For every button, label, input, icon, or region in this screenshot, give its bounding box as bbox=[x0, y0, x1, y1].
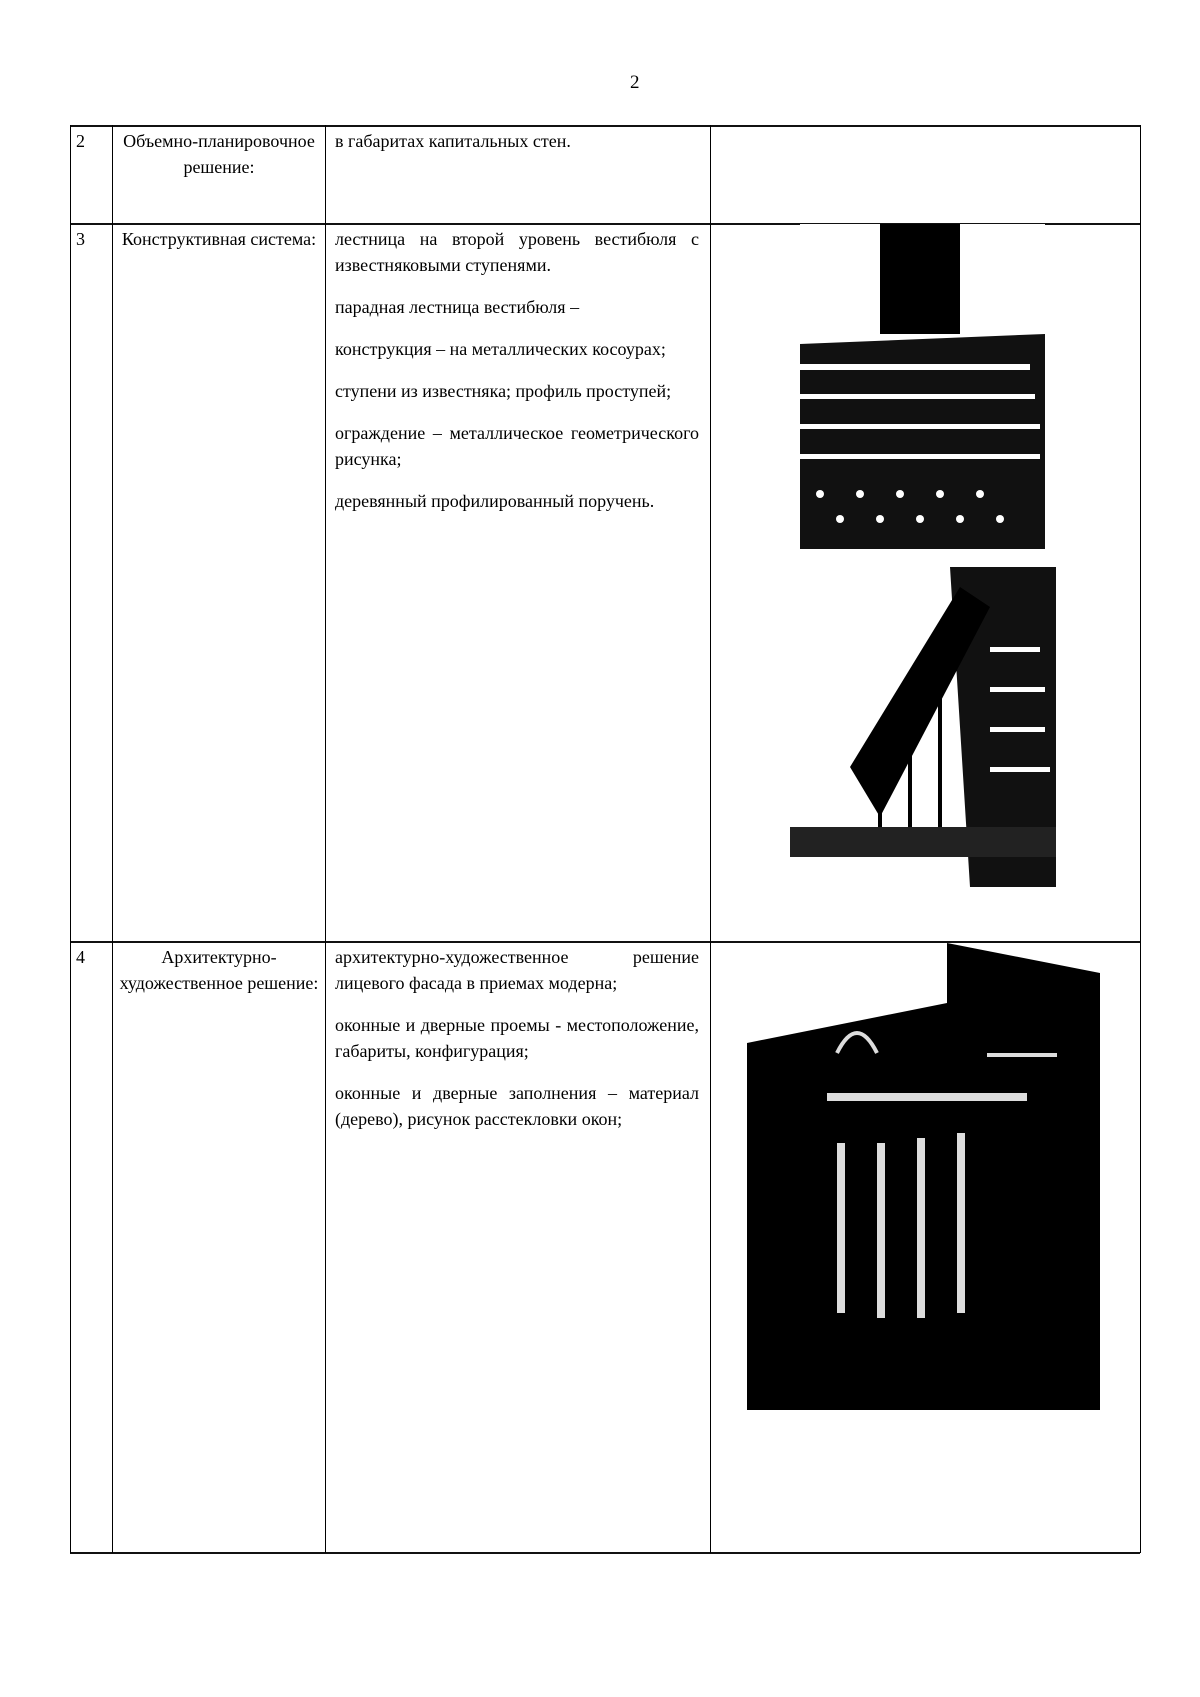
row-title: Архитектурно-художественное решение: bbox=[119, 947, 319, 993]
description-item: деревянный профилированный поручень. bbox=[335, 491, 655, 511]
description-item: ступени из известняка; профиль проступей; bbox=[335, 381, 672, 401]
row-description bbox=[335, 128, 699, 170]
facade-photo bbox=[747, 943, 1100, 1410]
page-number: 2 bbox=[630, 72, 640, 93]
column-border bbox=[710, 125, 711, 1553]
row-number: 2 bbox=[76, 131, 85, 151]
description-item: лестница на второй уровень вестибюля с известняковыми ступенями. bbox=[335, 229, 699, 275]
table-top-border bbox=[70, 125, 1140, 127]
column-border bbox=[70, 125, 71, 1553]
row-title: Конструктивная система: bbox=[121, 229, 317, 249]
row-description bbox=[335, 944, 699, 1148]
description-item: ограждение – металлическое геометрического рисунка; bbox=[335, 423, 699, 469]
column-border bbox=[112, 125, 113, 1553]
description-item: оконные и дверные проемы - местоположение, габариты, конфигурация; bbox=[335, 1015, 699, 1061]
column-border bbox=[325, 125, 326, 1553]
row-number: 4 bbox=[76, 947, 85, 967]
staircase-photo-2 bbox=[790, 567, 1056, 887]
description-item: в габаритах капитальных стен. bbox=[335, 131, 571, 151]
description-item: оконные и дверные заполнения – материал (дерево), рисунок расстекловки окон; bbox=[335, 1083, 699, 1129]
row-description bbox=[335, 226, 699, 530]
row-number: 3 bbox=[76, 229, 85, 249]
staircase-photo-1 bbox=[800, 224, 1045, 549]
description-item: конструкция – на металлических косоурах; bbox=[335, 339, 666, 359]
description-item: архитектурно-художественное решение лицевого фасада в приемах модерна; bbox=[335, 947, 699, 993]
column-border bbox=[1140, 125, 1141, 1553]
description-item: парадная лестница вестибюля – bbox=[335, 297, 580, 317]
row-title: Объемно-планировочное решение: bbox=[123, 131, 315, 177]
table-bottom-border bbox=[70, 1552, 1140, 1554]
